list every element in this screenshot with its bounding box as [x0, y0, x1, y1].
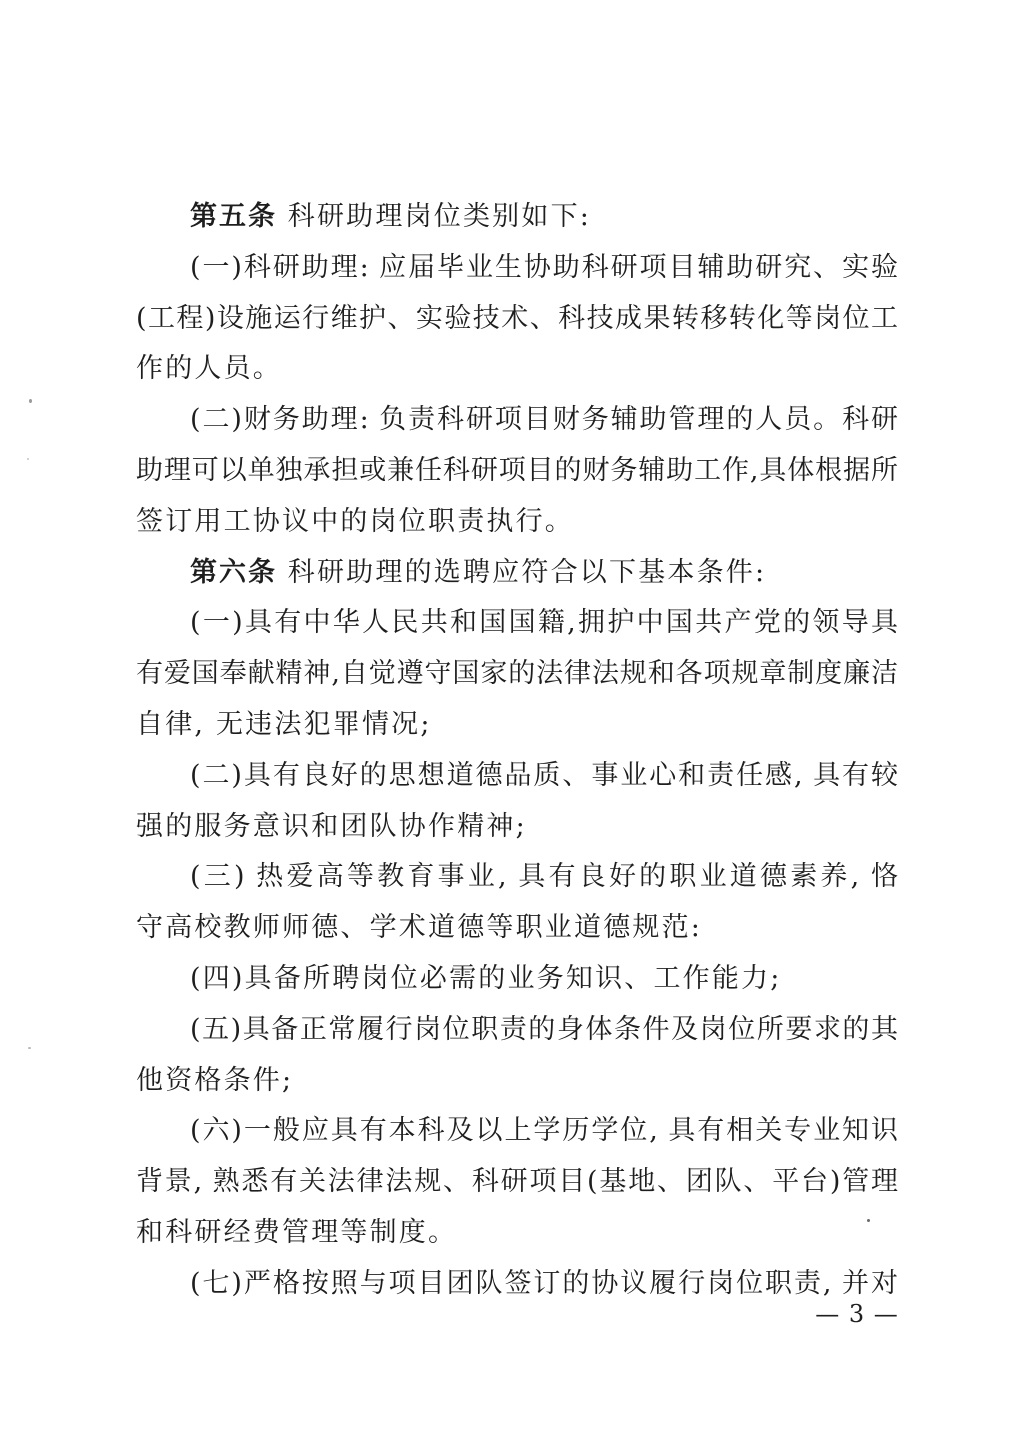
scan-speck	[27, 458, 29, 460]
paragraph-line: 他资格条件;	[136, 1064, 294, 1096]
paragraph-line: 签订用工协议中的岗位职责执行。	[136, 505, 574, 537]
paragraph-line: (二)具有良好的思想道德品质、事业心和责任感, 具有较	[190, 759, 898, 791]
paragraph-line: (一)具有中华人民共和国国籍,拥护中国共产党的领导具	[190, 607, 898, 639]
paragraph-line: (工程)设施运行维护、实验技术、科技成果转移转化等岗位工	[136, 302, 898, 334]
paragraph-line: (三) 热爱高等教育事业, 具有良好的职业道德素养, 恪	[190, 861, 898, 893]
page-number: — 3 —	[815, 1300, 899, 1328]
scan-speck	[28, 1047, 31, 1049]
paragraph-line: (五)具备正常履行岗位职责的身体条件及岗位所要求的其	[190, 1013, 898, 1045]
paragraph-line: 有爱国奉献精神,自觉遵守国家的法律法规和各项规章制度廉洁	[136, 658, 898, 690]
paragraph-line: 作的人员。	[136, 353, 282, 385]
paragraph-line: (一)科研助理: 应届毕业生协助科研项目辅助研究、实验	[190, 251, 898, 283]
paragraph-line: 守高校教师师德、学术道德等职业道德规范:	[136, 912, 703, 944]
paragraph-line: (七)严格按照与项目团队签订的协议履行岗位职责, 并对	[190, 1267, 898, 1299]
body-text	[136, 192, 898, 1310]
article-5-heading: 第五条	[190, 201, 277, 232]
paragraph-line: (四)具备所聘岗位必需的业务知识、工作能力;	[190, 962, 782, 994]
article-6-heading: 第六条	[190, 556, 277, 588]
scan-speck	[29, 399, 32, 403]
paragraph-line: 和科研经费管理等制度。	[136, 1216, 458, 1248]
paragraph-line: 助理可以单独承担或兼任科研项目的财务辅助工作,具体根据所	[136, 454, 898, 486]
article-5-heading-line	[136, 192, 898, 243]
paragraph-line: (六)一般应具有本科及以上学历学位, 具有相关专业知识	[190, 1115, 898, 1147]
article-5-intro: 科研助理岗位类别如下:	[277, 201, 592, 232]
paragraph-line: 自律, 无违法犯罪情况;	[136, 708, 432, 740]
article-6-heading-line	[136, 548, 898, 599]
article-6-intro: 科研助理的选聘应符合以下基本条件:	[277, 556, 767, 588]
paragraph-line: (二)财务助理: 负责科研项目财务辅助管理的人员。科研	[190, 404, 898, 436]
paragraph-line: 背景, 熟悉有关法律法规、科研项目(基地、团队、平台)管理	[136, 1166, 898, 1198]
paragraph-line: 强的服务意识和团队协作精神;	[136, 810, 527, 842]
